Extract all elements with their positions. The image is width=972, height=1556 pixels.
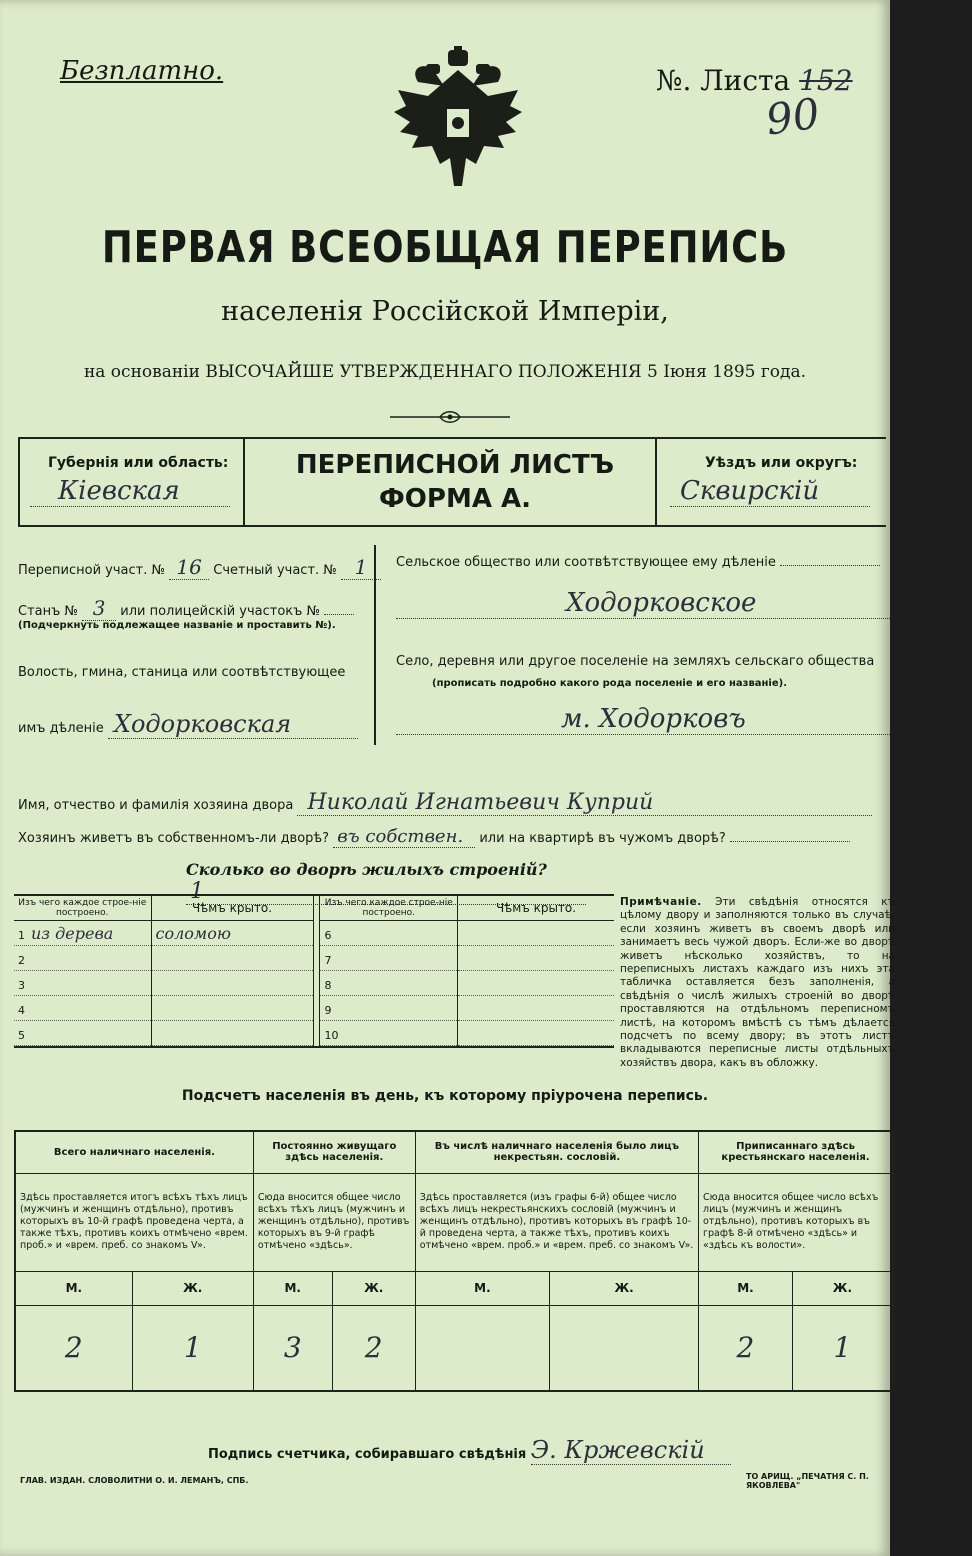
census-section-value: 16 xyxy=(169,555,209,580)
buildings-value: 1 xyxy=(186,879,586,905)
table-row xyxy=(14,1021,313,1046)
population-title: Подсчетъ населенія въ день, къ которому пріурочена перепись. xyxy=(181,1088,709,1104)
table-row xyxy=(14,996,313,1021)
sheet-number xyxy=(656,64,853,97)
owner-lives-value: въ собствен. xyxy=(333,826,475,848)
col-material: Изъ чего каждое строе-ніе построено. xyxy=(14,896,151,921)
district-label: Уѣздъ или округъ: xyxy=(705,455,858,471)
note-text: Эти свѣдѣнія относятся къ цѣлому двору и заполняются только въ случаѣ, если хозяинъ живетъ въ своемъ дворѣ или занимаетъ весь чужой дворъ. Если-же во дворѣ живетъ нѣсколько хозяйствъ, то на переписныхъ листахъ каждаго изъ нихъ эта табличка оставляется безъ заполненія, а свѣдѣнія о числѣ жилыхъ строеній во дворѣ проставляются на отдѣльномъ переписномъ листѣ, на которомъ вмѣстѣ съ тѣмъ дѣлается подсчетъ по всему двору; въ этотъ листъ вкладываются переписные листы отдѣльныхъ хозяйствъ двора, какъ въ обложку. xyxy=(620,896,895,1069)
table-row xyxy=(320,971,614,996)
table-row xyxy=(14,921,313,946)
table-row xyxy=(320,946,614,971)
row-number: 3 xyxy=(18,978,25,992)
census-section-field xyxy=(18,555,381,580)
double-headed-eagle-icon xyxy=(388,46,528,196)
rule xyxy=(243,437,245,527)
roof-cell xyxy=(458,946,614,971)
owner-name-value: Николай Игнатьевич Куприй xyxy=(297,790,872,816)
note-block xyxy=(620,896,895,1070)
owner-or-label: или на квартирѣ въ чужомъ дворѣ? xyxy=(479,831,726,846)
roof-cell xyxy=(151,971,313,996)
footer-left: ГЛАВ. ИЗДАН. СЛОВОЛИТНИ О. И. ЛЕМАНЪ, СПБ. xyxy=(20,1476,249,1485)
page-title: ПЕРВАЯ ВСЕОБЩАЯ ПЕРЕПИСЬ xyxy=(101,222,789,273)
owner-lives-field xyxy=(18,826,850,848)
col-roof: Чѣмъ крыто. xyxy=(151,896,313,921)
counting-section-label: Счетный участ. № xyxy=(213,563,337,578)
stan-label: Станъ № xyxy=(18,604,78,619)
group-head: Всего наличнаго населенія. xyxy=(15,1131,253,1173)
female-header: Ж. xyxy=(332,1271,415,1305)
male-count: 2 xyxy=(15,1305,132,1391)
district-value: Сквирскій xyxy=(670,476,870,507)
ornament-divider xyxy=(390,410,510,424)
male-count: 2 xyxy=(699,1305,793,1391)
roof-cell: соломою xyxy=(151,921,313,946)
sheet-number-hand: 90 xyxy=(762,88,823,145)
stan-field xyxy=(18,596,354,621)
male-header: М. xyxy=(253,1271,332,1305)
underline-note: (Подчеркнуть подлежащее названіе и проставить №). xyxy=(18,620,336,631)
group-desc: Сюда вносится общее число всѣхъ лицъ (мужчинъ и женщинъ отдѣльно), противъ которыхъ въ графѣ 8-й отмѣчено «здѣсь» и «здѣсь къ волости». xyxy=(699,1173,893,1271)
male-count: 3 xyxy=(253,1305,332,1391)
female-count: 1 xyxy=(792,1305,893,1391)
female-header: Ж. xyxy=(132,1271,253,1305)
group-head: Постоянно живущаго здѣсь населенія. xyxy=(253,1131,415,1173)
society-label: Сельское общество или соотвѣтствующее ему дѣленіе xyxy=(396,555,776,570)
rule xyxy=(655,437,657,527)
col-roof: Чѣмъ крыто. xyxy=(458,896,614,921)
census-section-label: Переписной участ. № xyxy=(18,563,165,578)
table-row xyxy=(14,971,313,996)
row-number: 7 xyxy=(324,953,332,967)
table-row xyxy=(320,1021,614,1046)
signature-value: Э. Кржевскій xyxy=(531,1436,731,1465)
table-row xyxy=(320,921,614,946)
volost-label2: имъ дѣленіе xyxy=(18,721,104,736)
province-label: Губернія или область: xyxy=(48,455,229,471)
free-label: Безплатно. xyxy=(60,56,224,86)
sheet-number-struck: 152 xyxy=(799,64,853,97)
female-header: Ж. xyxy=(792,1271,893,1305)
police-value xyxy=(324,614,354,615)
society-value: Ходорковское xyxy=(396,588,890,619)
table-row xyxy=(14,946,313,971)
rule xyxy=(314,896,321,1046)
counting-section-value: 1 xyxy=(341,555,381,580)
buildings-table-left xyxy=(14,896,314,1046)
owner-name-label: Имя, отчество и фамилія хозяина двора xyxy=(18,798,294,813)
female-header: Ж. xyxy=(550,1271,699,1305)
group-desc: Сюда вносится общее число всѣхъ тѣхъ лицъ (мужчинъ и женщинъ отдѣльно), противъ которыхъ въ 9-й графѣ отмѣчено «здѣсь». xyxy=(253,1173,415,1271)
form-title xyxy=(255,448,655,516)
material-cell xyxy=(320,1021,457,1046)
row-number: 6 xyxy=(324,928,332,942)
page-subtitle: населенія Россійской Имперіи, xyxy=(221,296,669,327)
province-value: Кіевская xyxy=(30,476,230,507)
male-header: М. xyxy=(699,1271,793,1305)
note-lead: Примѣчаніе. xyxy=(620,896,702,908)
volost-field xyxy=(18,710,358,739)
society-field xyxy=(396,555,880,570)
owner-name-field xyxy=(18,790,872,816)
village-value: м. Ходорковъ xyxy=(396,704,890,735)
male-count xyxy=(415,1305,549,1391)
material-cell xyxy=(14,946,151,971)
signature-field xyxy=(208,1436,731,1465)
material-cell xyxy=(320,971,457,996)
form-title-line2: ФОРМА А. xyxy=(379,484,531,514)
male-header: М. xyxy=(415,1271,549,1305)
buildings-table xyxy=(14,894,614,1048)
form-title-line1: ПЕРЕПИСНОЙ ЛИСТЪ xyxy=(295,450,615,480)
female-count: 1 xyxy=(132,1305,253,1391)
roof-cell xyxy=(151,946,313,971)
col-material: Изъ чего каждое строе-ніе построено. xyxy=(320,896,457,921)
signature-label: Подпись счетчика, собиравшаго свѣдѣнія xyxy=(208,1447,527,1462)
material-cell xyxy=(320,921,457,946)
roof-cell xyxy=(458,921,614,946)
roof-cell xyxy=(151,996,313,1021)
material-cell xyxy=(320,946,457,971)
buildings-table-right xyxy=(320,896,614,1046)
row-number: 1 xyxy=(18,928,25,942)
rule xyxy=(18,437,886,439)
row-number: 4 xyxy=(18,1003,25,1017)
row-number: 2 xyxy=(18,953,25,967)
sheet-label: №. Листа xyxy=(656,64,791,97)
buildings-label: Сколько во дворѣ жилыхъ строеній? xyxy=(186,860,547,879)
group-head: Въ числѣ наличнаго населенія было лицъ некрестьян. сословій. xyxy=(415,1131,698,1173)
row-number: 8 xyxy=(324,978,332,992)
roof-cell xyxy=(458,996,614,1021)
group-desc: Здѣсь проставляется итогъ всѣхъ тѣхъ лицъ (мужчинъ и женщинъ отдѣльно), противъ которыхъ въ 10-й графѣ проведена черта, а также тѣхъ, противъ коихъ отмѣчено «врем. проб.» и «врем. преб. со знакомъ V». xyxy=(15,1173,253,1271)
roof-cell xyxy=(151,1021,313,1046)
police-label: или полицейскій участокъ № xyxy=(120,604,320,619)
material-cell xyxy=(14,996,151,1021)
female-count: 2 xyxy=(332,1305,415,1391)
material-cell xyxy=(14,921,151,946)
stan-value: 3 xyxy=(82,596,116,621)
village-label: Село, деревня или другое поселеніе на земляхъ сельскаго общества xyxy=(396,654,875,669)
volost-value: Ходорковская xyxy=(108,710,358,739)
population-table xyxy=(14,1130,894,1392)
material-cell xyxy=(14,1021,151,1046)
rule xyxy=(374,545,376,745)
material-cell xyxy=(14,971,151,996)
row-number: 9 xyxy=(324,1003,332,1017)
row-number: 5 xyxy=(18,1028,25,1042)
group-head: Приписаннаго здѣсь крестьянскаго населенія. xyxy=(699,1131,893,1173)
village-note: (прописать подробно какого рода поселеніе и его названіе). xyxy=(432,678,788,689)
row-number: 10 xyxy=(324,1028,339,1042)
footer-right: ТО АРИЩ. „ПЕЧАТНЯ С. П. ЯКОВЛЕВА" xyxy=(746,1472,869,1490)
rule xyxy=(18,525,886,527)
volost-label: Волость, гмина, станица или соотвѣтствующее xyxy=(18,665,346,680)
rule xyxy=(18,437,20,527)
roof-cell xyxy=(458,1021,614,1046)
legal-basis: на основаніи ВЫСОЧАЙШЕ УТВЕРЖДЕННАГО ПОЛОЖЕНІЯ 5 Іюня 1895 года. xyxy=(83,362,807,382)
material-value: из дерева xyxy=(31,923,114,943)
male-header: М. xyxy=(15,1271,132,1305)
group-desc: Здѣсь проставляется (изъ графы 6-й) общее число всѣхъ лицъ некрестьянскихъ сословій (мужчинъ и женщинъ отдѣльно), противъ которыхъ въ графѣ 10-й проведена черта, а также тѣхъ, противъ коихъ отмѣчено «врем. проб.» и «врем. преб. со знакомъ V». xyxy=(415,1173,698,1271)
owner-lives-label: Хозяинъ живетъ въ собственномъ-ли дворѣ? xyxy=(18,831,330,846)
society-dots xyxy=(780,565,880,566)
roof-cell xyxy=(458,971,614,996)
table-row xyxy=(320,996,614,1021)
owner-or-dots xyxy=(730,841,850,842)
material-cell xyxy=(320,996,457,1021)
female-count xyxy=(550,1305,699,1391)
